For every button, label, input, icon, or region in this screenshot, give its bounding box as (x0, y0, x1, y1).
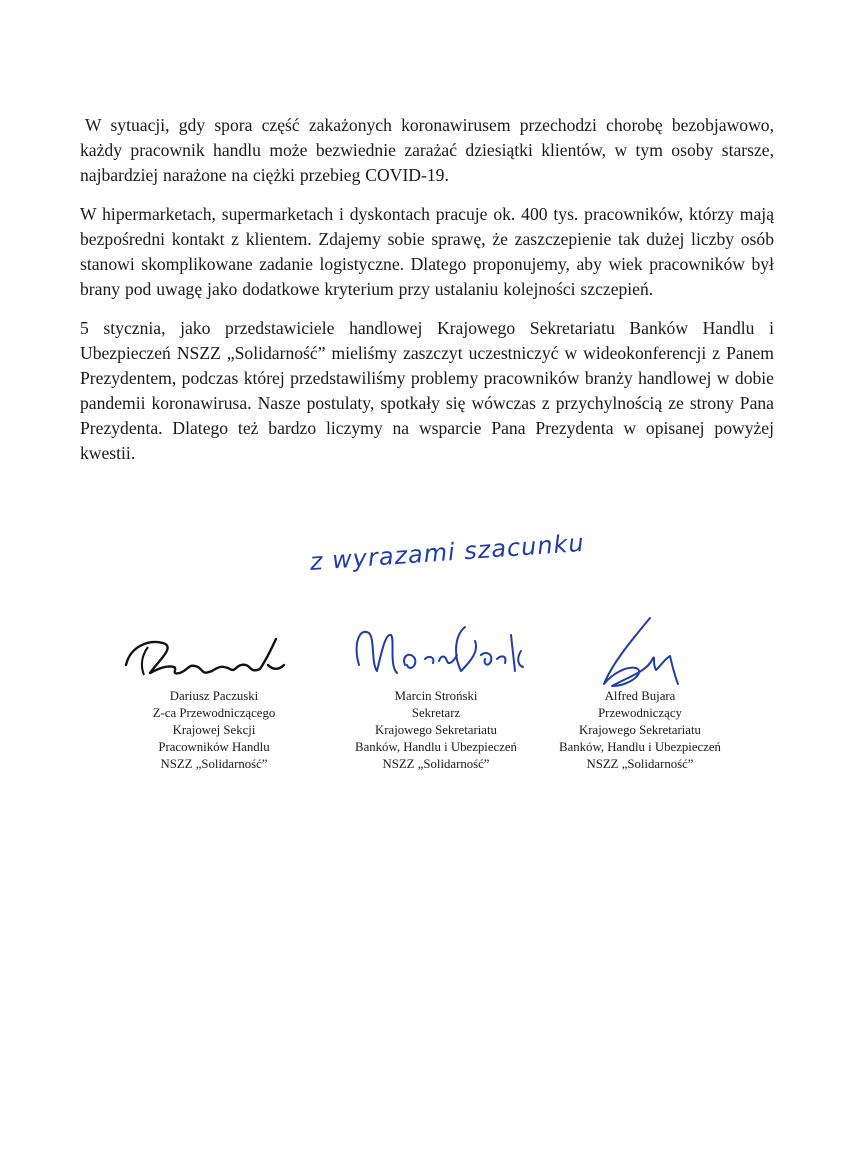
signatory-title-line: Banków, Handlu i Ubezpieczeń (559, 740, 721, 754)
handwritten-closing: z wyrazami szacunku (309, 528, 586, 576)
signatory-title-line: Krajowego Sekretariatu (375, 723, 497, 737)
signatory-title-line: Krajowego Sekretariatu (579, 723, 701, 737)
signatory-title-line: Przewodniczący (598, 706, 682, 720)
signature-paczuski (118, 625, 288, 685)
signatory-name: Dariusz Paczuski (169, 689, 259, 703)
signatory-title-line: Pracowników Handlu (158, 740, 270, 754)
signatory-3 (530, 688, 750, 773)
signatory-name: Alfred Bujara (604, 689, 676, 703)
signatory-title-line: Sekretarz (411, 706, 461, 720)
letter-body (80, 113, 774, 480)
signatory-name: Marcin Stroński (394, 689, 478, 703)
signatory-title-line: Banków, Handlu i Ubezpieczeń (355, 740, 517, 754)
signatory-title-line: Z-ca Przewodniczącego (152, 706, 276, 720)
signatory-title-line: NSZZ „Solidarność” (160, 757, 268, 771)
paragraph-3: 5 stycznia, jako przedstawiciele handlowej Krajowego Sekretariatu Banków Handlu i Ubezpieczeń NSZZ „Solidarność” mieliśmy zaszczyt uczestniczyć w wideokonferencji z Panem Prezydentem, podczas której przedstawiliśmy problemy pracowników branży handlowej w dobie pandemii koronawirusa. Nasze postulaty, spotkały się wówczas z przychylnością ze strony Pana Prezydenta. Dlatego też bardzo liczymy na wsparcie Pana Prezydenta w opisanej powyżej kwestii. (80, 318, 774, 463)
signature-stronski (345, 615, 535, 690)
signatory-1 (104, 688, 324, 773)
signature-bujara (590, 612, 690, 697)
signatory-title-line: NSZZ „Solidarność” (586, 757, 694, 771)
paragraph-2: W hipermarketach, supermarketach i dyskontach pracuje ok. 400 tys. pracowników, którzy mają bezpośredni kontakt z klientem. Zdajemy sobie sprawę, że zaszczepienie tak dużej liczby osób stanowi skomplikowane zadanie logistyczne. Dlatego proponujemy, aby wiek pracowników był brany pod uwagę jako dodatkowe kryterium przy ustalaniu kolejności szczepień. (80, 204, 774, 299)
paragraph-1: W sytuacji, gdy spora część zakażonych koronawirusem przechodzi chorobę bezobjawowo, każdy pracownik handlu może bezwiednie zarażać dziesiątki klientów, w tym osoby starsze, najbardziej narażone na ciężki przebieg COVID-19. (80, 115, 774, 185)
signatory-2 (326, 688, 546, 773)
signatory-title-line: Krajowej Sekcji (172, 723, 256, 737)
signatory-title-line: NSZZ „Solidarność” (382, 757, 490, 771)
